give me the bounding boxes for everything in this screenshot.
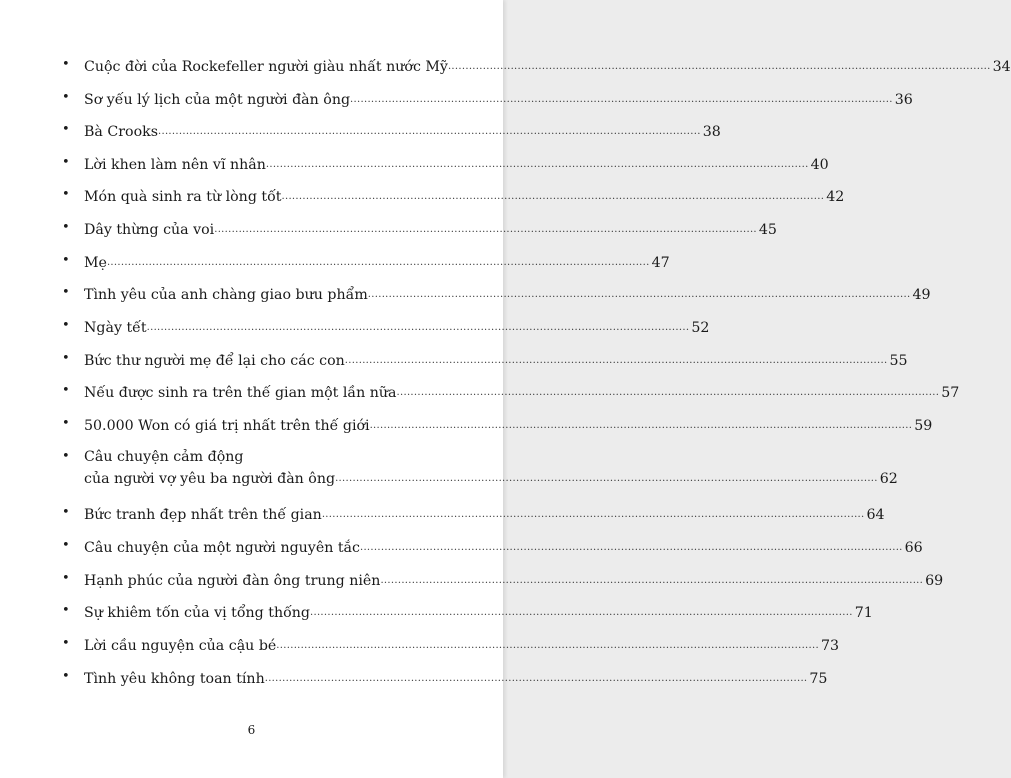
toc-entry xyxy=(62,218,777,240)
toc-entry-text xyxy=(84,569,943,591)
toc-entry-text xyxy=(84,447,898,489)
toc-entry-text xyxy=(84,634,839,656)
toc-page-number: 69 xyxy=(925,573,944,589)
toc-page-number: 36 xyxy=(894,92,913,108)
toc-entry xyxy=(62,569,944,591)
toc-entry xyxy=(62,55,1011,77)
bullet-icon: • xyxy=(62,538,70,553)
toc-entry xyxy=(62,381,960,403)
dot-leader xyxy=(397,381,940,403)
toc-title: Mẹ xyxy=(84,255,107,271)
toc-title: Hạnh phúc của người đàn ông trung niên xyxy=(84,573,381,589)
toc-entry xyxy=(62,634,840,656)
toc-page-number: 55 xyxy=(889,353,908,369)
bullet-icon: • xyxy=(62,505,70,520)
bullet-icon: • xyxy=(62,351,70,366)
bullet-icon: • xyxy=(62,449,70,464)
toc-page-number: 59 xyxy=(914,418,933,434)
bullet-icon: • xyxy=(62,383,70,398)
toc-entry xyxy=(62,153,829,175)
bullet-icon: • xyxy=(62,90,70,105)
bullet-icon: • xyxy=(62,636,70,651)
toc-entry xyxy=(62,349,908,371)
toc-page-number: 49 xyxy=(912,287,931,303)
toc-page-number: 34 xyxy=(992,59,1011,75)
dot-leader xyxy=(310,601,853,623)
bullet-icon: • xyxy=(62,285,70,300)
toc-entry-text xyxy=(84,381,959,403)
toc-entry-text xyxy=(84,536,923,558)
dot-leader xyxy=(282,185,825,207)
toc-entry xyxy=(62,447,898,489)
toc-title: Nếu được sinh ra trên thế gian một lần nữa xyxy=(84,385,397,401)
bullet-icon: • xyxy=(62,603,70,618)
toc-entry-text xyxy=(84,185,844,207)
toc-entry xyxy=(62,414,933,436)
toc-page-number: 42 xyxy=(826,189,845,205)
dot-leader xyxy=(368,283,911,305)
toc-page-number: 71 xyxy=(854,605,873,621)
toc-entry xyxy=(62,667,828,689)
dot-leader xyxy=(214,218,757,240)
bullet-icon: • xyxy=(62,318,70,333)
toc-entry xyxy=(62,536,923,558)
toc-title: Bà Crooks xyxy=(84,124,158,140)
toc-title: Bức thư người mẹ để lại cho các con xyxy=(84,353,345,369)
toc-page-number: 75 xyxy=(809,671,828,687)
dot-leader xyxy=(360,536,903,558)
toc-title: Sơ yếu lý lịch của một người đàn ông xyxy=(84,92,351,108)
bullet-icon: • xyxy=(62,122,70,137)
dot-leader xyxy=(276,634,819,656)
toc-page-number: 45 xyxy=(758,222,777,238)
toc-title: Tình yêu không toan tính xyxy=(84,671,265,687)
toc-title: Câu chuyện của một người nguyên tắc xyxy=(84,540,360,556)
toc-entry-text xyxy=(84,414,932,436)
toc-page-number: 66 xyxy=(904,540,923,556)
dot-leader xyxy=(322,503,865,525)
toc-entry xyxy=(62,601,873,623)
dot-leader xyxy=(107,251,650,273)
dot-leader xyxy=(158,120,701,142)
toc-entry-text xyxy=(84,88,913,110)
toc-entry-text xyxy=(84,283,931,305)
dot-leader xyxy=(350,88,893,110)
bullet-icon: • xyxy=(62,187,70,202)
toc-title: 50.000 Won có giá trị nhất trên thế giới xyxy=(84,418,370,434)
toc-entry-text xyxy=(84,667,827,689)
toc-page-number: 62 xyxy=(879,471,898,487)
bullet-icon: • xyxy=(62,220,70,235)
toc-entry xyxy=(62,185,845,207)
toc-page-number: 64 xyxy=(866,507,885,523)
toc-title: Ngày tết xyxy=(84,320,147,336)
toc-entry-text xyxy=(84,218,777,240)
toc-title: Lời khen làm nên vĩ nhân xyxy=(84,157,266,173)
bullet-icon: • xyxy=(62,416,70,431)
toc-page-number: 57 xyxy=(941,385,960,401)
dot-leader xyxy=(265,667,808,689)
toc-page-number: 73 xyxy=(820,638,840,654)
dot-leader xyxy=(147,316,690,338)
toc-title-line1: Câu chuyện cảm động xyxy=(84,449,244,465)
toc-entry-text xyxy=(84,316,709,338)
toc-entry xyxy=(62,316,710,338)
bullet-icon: • xyxy=(62,669,70,684)
toc-title: Món quà sinh ra từ lòng tốt xyxy=(84,189,282,205)
toc-entry-text xyxy=(84,251,670,273)
toc-entry-text xyxy=(84,349,908,371)
toc-title: của người vợ yêu ba người đàn ông xyxy=(84,471,336,487)
toc-title: Dây thừng của voi xyxy=(84,222,215,238)
toc-entry-text xyxy=(84,55,1011,77)
toc-page-number: 38 xyxy=(702,124,721,140)
toc-entry xyxy=(62,88,913,110)
toc-entry-text xyxy=(84,153,829,175)
toc-entry xyxy=(62,283,931,305)
bullet-icon: • xyxy=(62,571,70,586)
toc-page-number: 40 xyxy=(810,157,829,173)
dot-leader xyxy=(370,414,913,436)
dot-leader xyxy=(345,349,888,371)
toc-entry-text xyxy=(84,503,885,525)
page-number: 6 xyxy=(247,723,256,737)
toc-page-number: 47 xyxy=(651,255,670,271)
toc-title: Sự khiêm tốn của vị tổng thống xyxy=(84,605,310,621)
toc-title: Tình yêu của anh chàng giao bưu phẩm xyxy=(84,287,368,303)
bullet-icon: • xyxy=(62,253,70,268)
bullet-icon: • xyxy=(62,57,70,72)
toc-entry-text xyxy=(84,601,873,623)
toc-title: Bức tranh đẹp nhất trên thế gian xyxy=(84,507,322,523)
bullet-icon: • xyxy=(62,155,70,170)
toc-entry-text xyxy=(84,120,721,142)
toc-entry xyxy=(62,503,885,525)
toc-title: Lời cầu nguyện của cậu bé xyxy=(84,638,277,654)
dot-leader xyxy=(380,569,923,591)
toc-title: Cuộc đời của Rockefeller người giàu nhất nước Mỹ xyxy=(84,59,448,75)
dot-leader xyxy=(335,467,878,489)
toc-entry xyxy=(62,251,670,273)
dot-leader xyxy=(266,153,809,175)
dot-leader xyxy=(448,55,991,77)
toc-page-number: 52 xyxy=(691,320,710,336)
toc-entry xyxy=(62,120,721,142)
